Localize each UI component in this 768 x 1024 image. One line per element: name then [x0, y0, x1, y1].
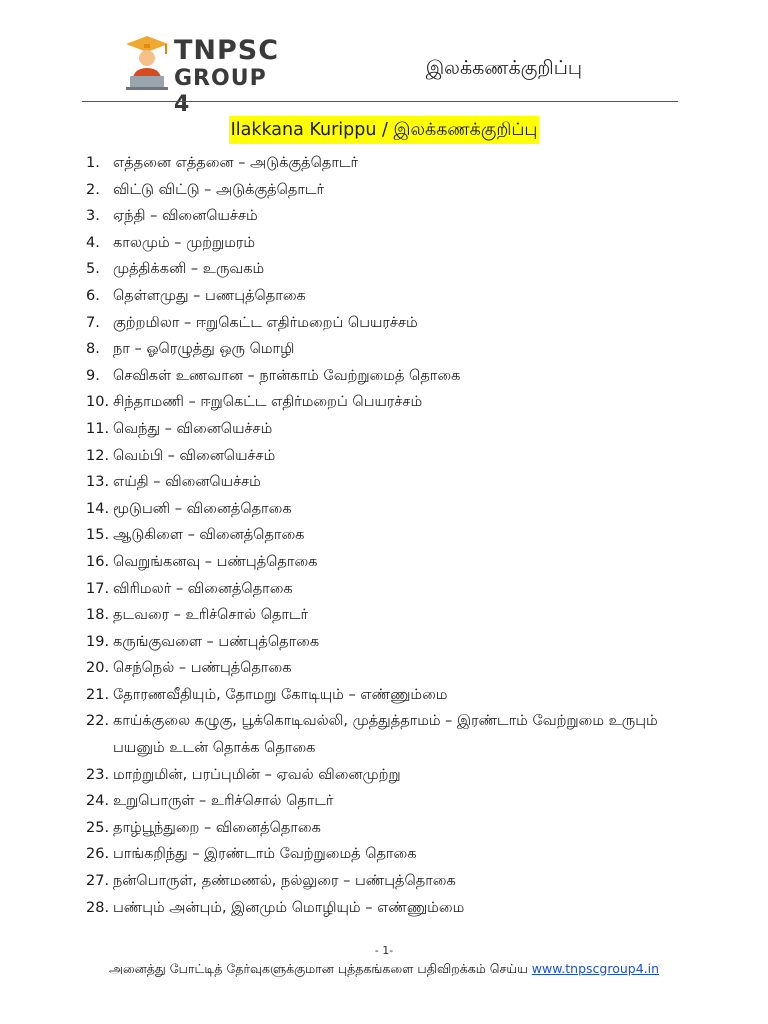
list-item-number: 19. — [86, 633, 110, 650]
list-item-number: 9. — [86, 367, 100, 384]
list-item — [86, 443, 706, 470]
list-item — [86, 389, 706, 416]
logo-text-primary: TNPSC — [174, 35, 280, 66]
list-item — [86, 256, 706, 283]
list-item-number: 3. — [86, 208, 100, 225]
list-item-number: 2. — [86, 181, 100, 198]
list-item — [86, 602, 706, 629]
list-item — [86, 629, 706, 656]
list-item — [86, 815, 706, 842]
list-item-text: நன்பொருள், தண்மணல், நல்லுரை – பண்புத்தொகை — [113, 873, 456, 890]
list-item — [86, 336, 706, 363]
list-item — [86, 708, 706, 761]
list-item-text: சிந்தாமணி – ஈறுகெட்ட எதிர்மறைப் பெயரச்சம் — [113, 394, 423, 411]
list-item-text: தெள்ளமுது – பணபுத்தொகை — [113, 287, 306, 304]
list-item-number: 28. — [86, 899, 110, 916]
list-item-text: காய்க்குலை கழுகு, பூக்கொடிவல்லி, முத்துத்தாமம் – இரண்டாம் வேற்றுமை உருபும் பயனும் உடன் தொக்க தொகை — [113, 713, 658, 757]
list-item-number: 12. — [86, 447, 110, 464]
list-item-number: 10. — [86, 394, 110, 411]
list-item — [86, 895, 706, 922]
list-item — [86, 549, 706, 576]
list-item — [86, 496, 706, 523]
header-title: இலக்கணக்குறிப்பு — [425, 57, 582, 79]
list-item-number: 22. — [86, 713, 110, 730]
list-item — [86, 868, 706, 895]
list-item-text: முத்திக்கனி – உருவகம் — [113, 261, 265, 278]
list-item — [86, 469, 706, 496]
list-item — [86, 230, 706, 257]
list-item-text: விட்டு விட்டு – அடுக்குத்தொடர் — [113, 181, 325, 198]
list-item-text: தாழ்பூந்துறை – வினைத்தொகை — [113, 819, 321, 836]
list-item — [86, 576, 706, 603]
list-item-text: எய்தி – வினையெச்சம் — [113, 474, 261, 491]
list-item-number: 21. — [86, 686, 110, 703]
list-item-number: 13. — [86, 474, 110, 491]
website-link[interactable]: www.tnpscgroup4.in — [531, 961, 660, 976]
list-item — [86, 682, 706, 709]
list-item-text: விரிமலர் – வினைத்தொகை — [113, 580, 293, 597]
list-item-number: 4. — [86, 234, 100, 251]
list-item — [86, 522, 706, 549]
list-item — [86, 788, 706, 815]
logo-text-secondary: GROUP 4 — [174, 66, 267, 117]
list-item-number: 18. — [86, 607, 110, 624]
list-item-text: எத்தனை எத்தனை – அடுக்குத்தொடர் — [113, 155, 359, 171]
list-item — [86, 310, 706, 337]
list-item-number: 17. — [86, 580, 110, 597]
grammar-notes-list — [86, 150, 706, 921]
list-item-text: ஏந்தி – வினையெச்சம் — [113, 208, 258, 225]
list-item-number: 11. — [86, 420, 110, 437]
list-item-text: செவிகள் உணவான – நான்காம் வேற்றுமைத் தொகை — [113, 367, 461, 384]
list-item-number: 15. — [86, 527, 110, 544]
list-item-text: குற்றமிலா – ஈறுகெட்ட எதிர்மறைப் பெயரச்சம் — [113, 314, 418, 331]
list-item-number: 14. — [86, 500, 110, 517]
page-header — [0, 0, 768, 117]
list-item-number: 6. — [86, 287, 100, 304]
list-item-number: 1. — [86, 155, 100, 171]
list-item-number: 8. — [86, 341, 100, 358]
list-item-text: கருங்குவளை – பண்புத்தொகை — [113, 633, 320, 650]
list-item-text: வெம்பி – வினையெச்சம் — [113, 447, 276, 464]
list-item-text: தோரணவீதியும், தோமறு கோடியும் – எண்ணும்மை — [113, 686, 448, 703]
header-divider — [82, 101, 678, 102]
graduate-icon — [122, 34, 172, 92]
list-item — [86, 841, 706, 868]
list-item-number: 5. — [86, 261, 100, 278]
list-item — [86, 655, 706, 682]
list-item-number: 24. — [86, 793, 110, 810]
list-item-number: 16. — [86, 553, 110, 570]
document-title: Ilakkana Kurippu / இலக்கணக்குறிப்பு — [229, 116, 540, 144]
list-item-text: மூடுபனி – வினைத்தொகை — [113, 500, 292, 517]
list-item-number: 25. — [86, 819, 110, 836]
list-item-text: தடவரை – உரிச்சொல் தொடர் — [113, 607, 309, 624]
list-item-text: பாங்கறிந்து – இரண்டாம் வேற்றுமைத் தொகை — [113, 846, 417, 863]
list-item-text: பண்பும் அன்பும், இனமும் மொழியும் – எண்ணும்மை — [113, 899, 465, 916]
list-item-number: 20. — [86, 660, 110, 677]
list-item-number: 26. — [86, 846, 110, 863]
list-item — [86, 203, 706, 230]
list-item-text: மாற்றுமின், பரப்புமின் – ஏவல் வினைமுற்று — [113, 766, 401, 783]
list-item-text: வெந்து – வினையெச்சம் — [113, 420, 273, 437]
footer — [0, 960, 768, 978]
list-item-text: நா – ஓரெழுத்து ஒரு மொழி — [113, 341, 295, 358]
list-item — [86, 150, 706, 177]
page-number: - 1- — [374, 944, 394, 957]
list-item-text: ஆடுகிளை – வினைத்தொகை — [113, 527, 305, 544]
document-title-row — [0, 116, 768, 144]
list-item — [86, 363, 706, 390]
footer-text: அனைத்து போட்டித் தேர்வுகளுக்குமான புத்தகங்களை பதிவிறக்கம் செய்ய — [108, 961, 532, 976]
list-item — [86, 177, 706, 204]
list-item-number: 23. — [86, 766, 110, 783]
list-item-number: 7. — [86, 314, 100, 331]
list-item-text: உறுபொருள் – உரிச்சொல் தொடர் — [113, 793, 334, 810]
list-item-number: 27. — [86, 873, 110, 890]
list-item-text: வெறுங்கனவு – பண்புத்தொகை — [113, 553, 318, 570]
logo — [122, 34, 282, 117]
list-item — [86, 762, 706, 789]
list-item-text: காலமும் – முற்றுமரம் — [113, 234, 256, 251]
list-item — [86, 416, 706, 443]
list-item-text: செந்நெல் – பண்புத்தொகை — [113, 660, 292, 677]
list-item — [86, 283, 706, 310]
